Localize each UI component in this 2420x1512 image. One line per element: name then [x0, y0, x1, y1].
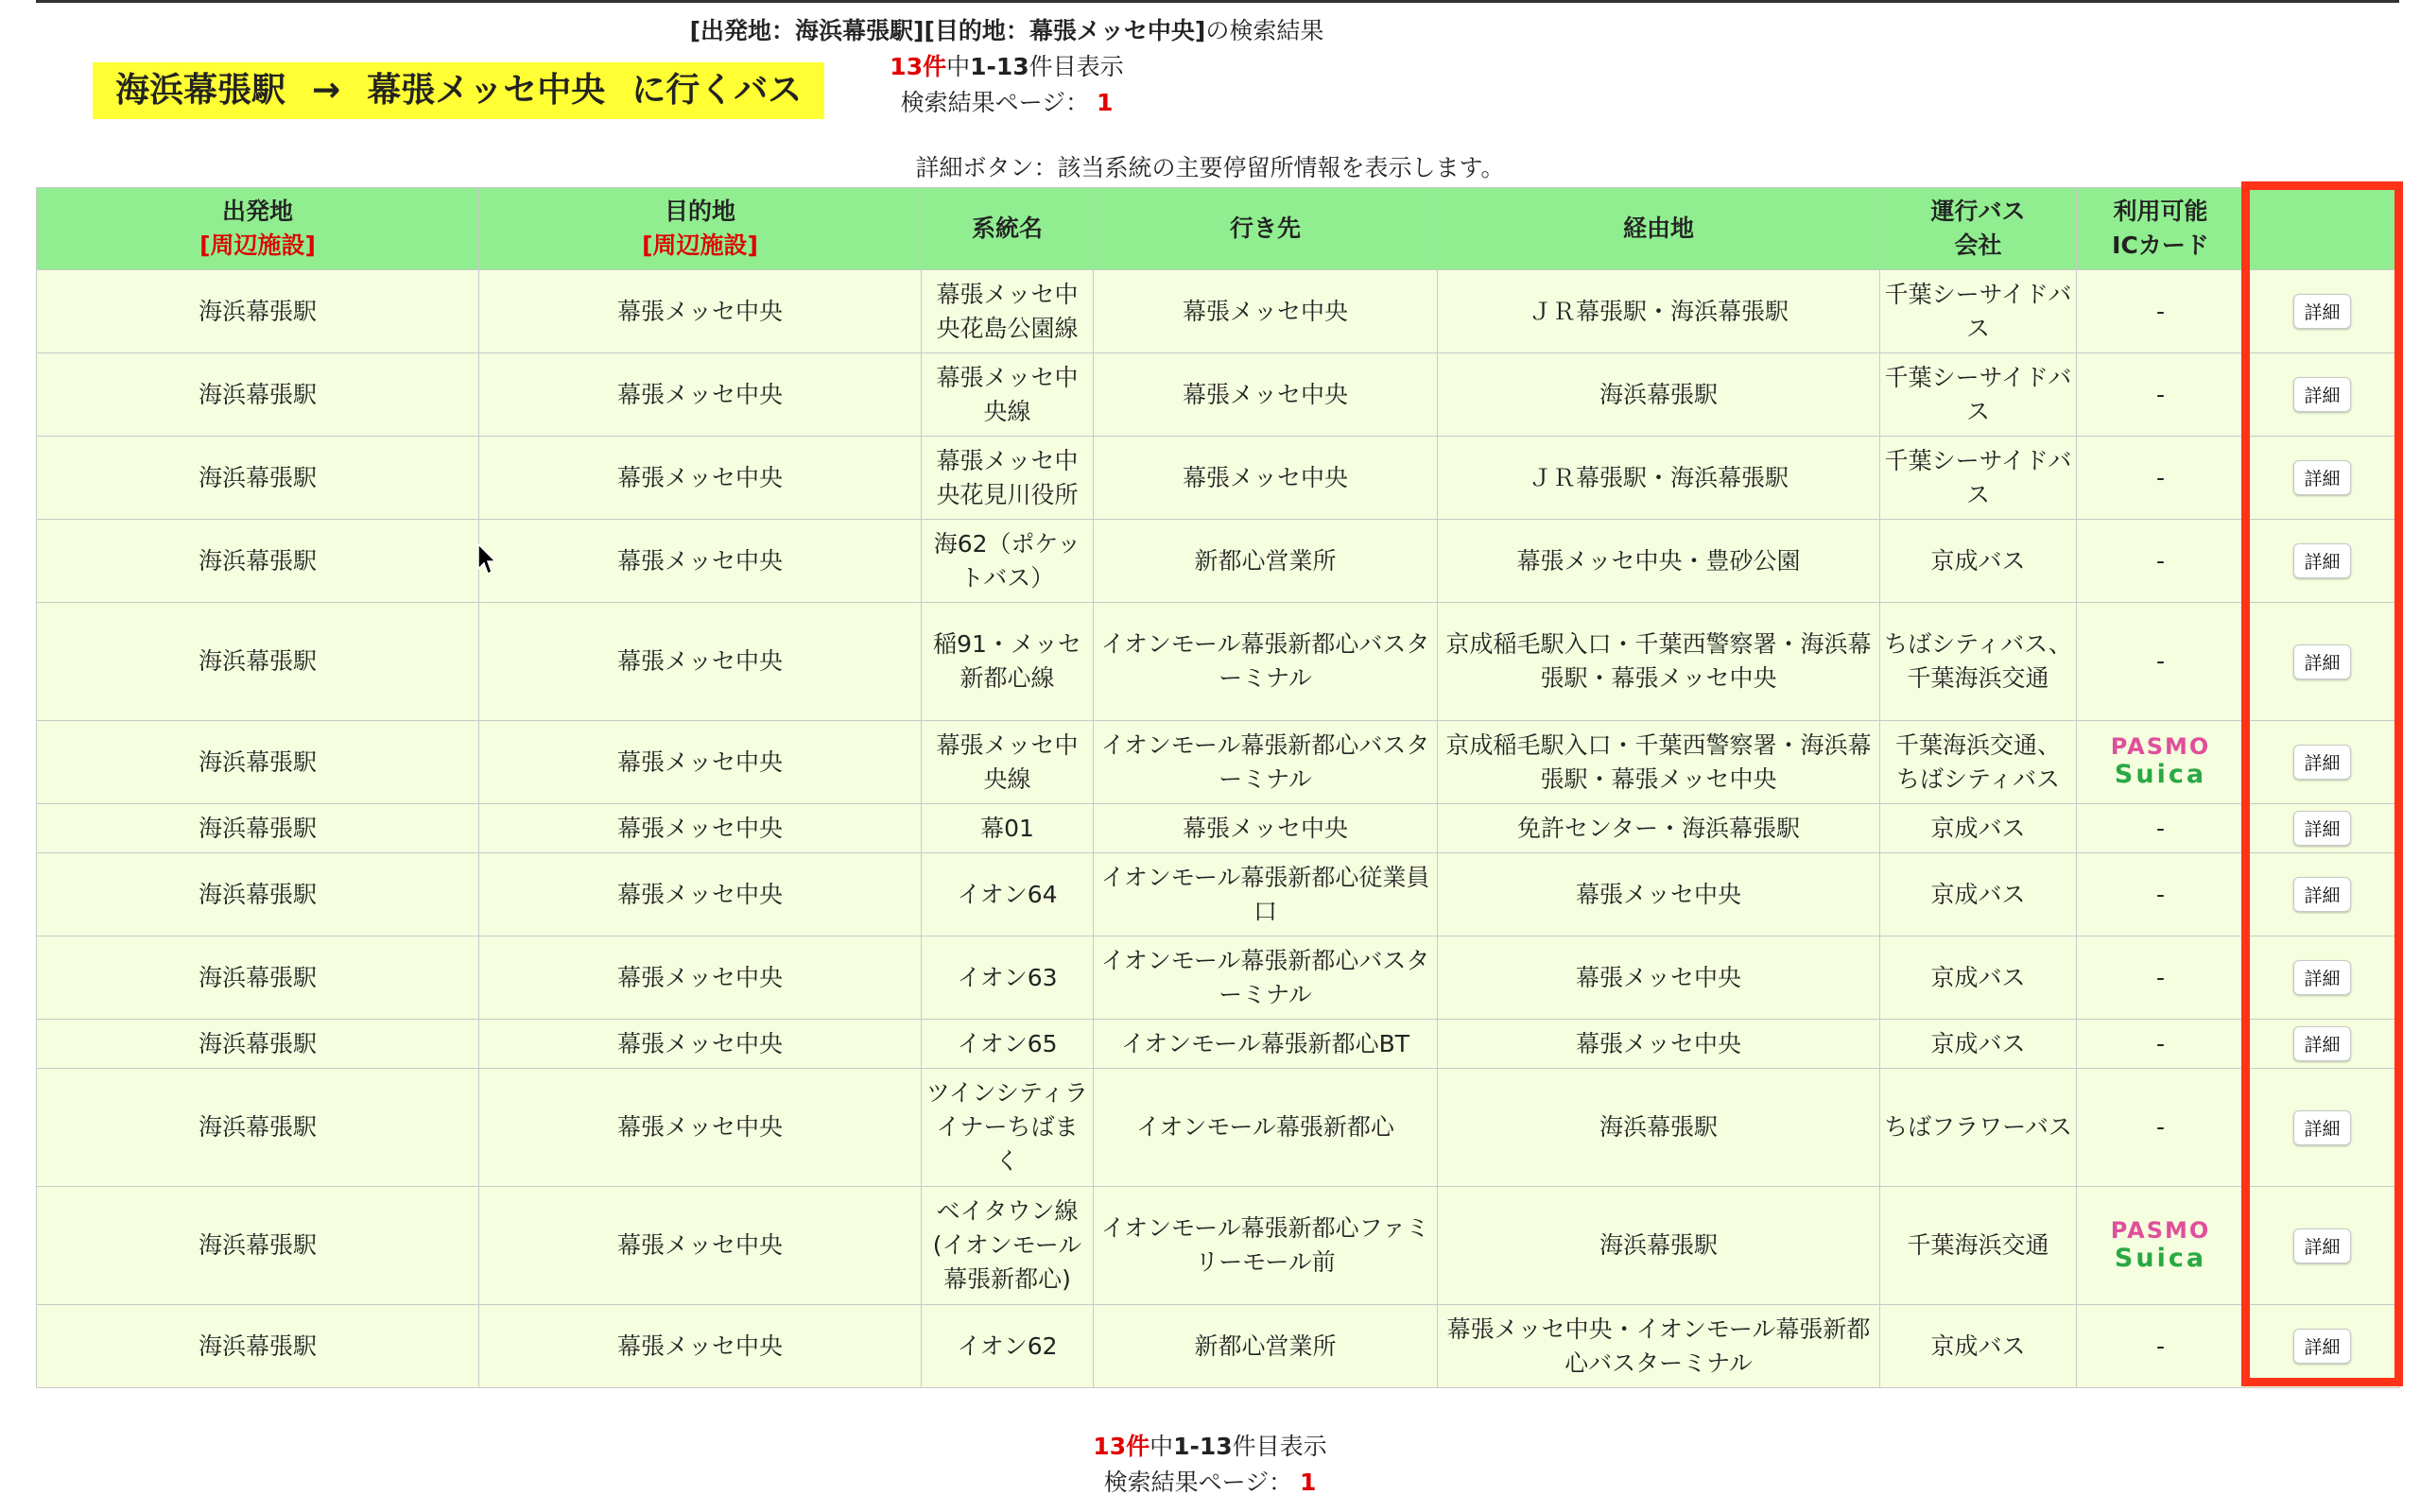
cell-ic-card: - [2077, 936, 2245, 1020]
cell-via: 免許センター・海浜幕張駅 [1438, 804, 1880, 853]
cell-ic-card: - [2077, 270, 2245, 353]
cell-via: ＪＲ幕張駅・海浜幕張駅 [1438, 437, 1880, 520]
cell-line-name: イオン63 [922, 936, 1094, 1020]
cell-origin: 海浜幕張駅 [37, 520, 479, 603]
cell-operator: ちばフラワーバス [1880, 1069, 2077, 1187]
result-range: 1-13 [1173, 1433, 1233, 1460]
cell-origin: 海浜幕張駅 [37, 603, 479, 721]
cell-destination: 幕張メッセ中央 [479, 353, 922, 437]
cell-line-name: イオン62 [922, 1305, 1094, 1388]
cell-line-name: ベイタウン線(イオンモール幕張新都心) [922, 1187, 1094, 1305]
table-row [37, 1305, 2400, 1388]
cell-line-name: 幕張メッセ中央線 [922, 353, 1094, 437]
pasmo-logo-text: PASMO [2110, 733, 2211, 760]
route-destination: 幕張メッセ中央 [367, 71, 606, 110]
cell-origin: 海浜幕張駅 [37, 270, 479, 353]
detail-button[interactable]: 詳細 [2293, 1026, 2350, 1061]
criteria-suffix: の検索結果 [1205, 17, 1324, 44]
cell-origin: 海浜幕張駅 [37, 1305, 479, 1388]
table-row [37, 1069, 2400, 1187]
cell-detail [2245, 853, 2400, 936]
cell-destination: 幕張メッセ中央 [479, 603, 922, 721]
header-operator-2: 会社 [1954, 232, 2002, 259]
result-count-mid: 中 [1150, 1433, 1174, 1460]
cell-bound-for: 幕張メッセ中央 [1094, 804, 1438, 853]
table-row [37, 437, 2400, 520]
cell-detail [2245, 1020, 2400, 1069]
cell-operator: 千葉海浜交通、ちばシティバス [1880, 721, 2077, 804]
cell-via: 海浜幕張駅 [1438, 1069, 1880, 1187]
page-label: 検索結果ページ： [1103, 1469, 1293, 1496]
cell-detail [2245, 270, 2400, 353]
result-count-mid: 中 [946, 53, 971, 80]
detail-button[interactable]: 詳細 [2293, 543, 2350, 578]
search-summary-bottom [0, 1429, 2420, 1501]
table-row [37, 270, 2400, 353]
cell-bound-for: 幕張メッセ中央 [1094, 353, 1438, 437]
cell-destination: 幕張メッセ中央 [479, 1020, 922, 1069]
cell-bound-for: 幕張メッセ中央 [1094, 270, 1438, 353]
cell-detail [2245, 353, 2400, 437]
detail-button[interactable]: 詳細 [2293, 877, 2350, 912]
detail-button[interactable]: 詳細 [2293, 460, 2350, 495]
cell-bound-for: イオンモール幕張新都心従業員口 [1094, 853, 1438, 936]
cell-ic-card: - [2077, 1069, 2245, 1187]
cell-operator: 千葉シーサイドバス [1880, 437, 2077, 520]
cell-via: ＪＲ幕張駅・海浜幕張駅 [1438, 270, 1880, 353]
cell-operator: 京成バス [1880, 520, 2077, 603]
header-operator-1: 運行バス [1930, 198, 2026, 225]
header-bound-for: 行き先 [1094, 188, 1438, 270]
cell-destination: 幕張メッセ中央 [479, 853, 922, 936]
cell-bound-for: 幕張メッセ中央 [1094, 437, 1438, 520]
header-origin-label: 出発地 [221, 198, 293, 225]
detail-button[interactable]: 詳細 [2293, 377, 2350, 412]
cell-origin: 海浜幕張駅 [37, 853, 479, 936]
cell-via: 海浜幕張駅 [1438, 1187, 1880, 1305]
detail-button[interactable]: 詳細 [2293, 811, 2350, 846]
cell-destination: 幕張メッセ中央 [479, 437, 922, 520]
cell-detail [2245, 603, 2400, 721]
cell-via: 幕張メッセ中央 [1438, 853, 1880, 936]
header-ic-2: ICカード [2112, 232, 2209, 259]
table-row [37, 520, 2400, 603]
cell-detail [2245, 1187, 2400, 1305]
cell-line-name: 幕張メッセ中央花見川役所 [922, 437, 1094, 520]
header-origin-facilities: [周辺施設] [199, 232, 316, 259]
cell-ic-card: - [2077, 437, 2245, 520]
header-origin [37, 188, 479, 270]
cell-origin: 海浜幕張駅 [37, 1187, 479, 1305]
result-count-number: 13件 [1093, 1433, 1150, 1460]
suica-logo-text: Suica [2114, 760, 2207, 789]
cell-origin: 海浜幕張駅 [37, 721, 479, 804]
page-link-1[interactable]: 1 [1300, 1469, 1317, 1496]
cell-origin: 海浜幕張駅 [37, 936, 479, 1020]
cell-via: 幕張メッセ中央 [1438, 936, 1880, 1020]
cell-operator: 京成バス [1880, 804, 2077, 853]
header-detail [2245, 188, 2400, 270]
cell-operator: 京成バス [1880, 1305, 2077, 1388]
cell-bound-for: イオンモール幕張新都心 [1094, 1069, 1438, 1187]
pasmo-suica-logo-icon [2111, 1216, 2211, 1273]
table-row [37, 603, 2400, 721]
cell-line-name: イオン64 [922, 853, 1094, 936]
route-suffix: に行くバス [631, 71, 803, 110]
header-ic-card [2077, 188, 2245, 270]
header-destination-label: 目的地 [664, 198, 735, 225]
cell-detail [2245, 936, 2400, 1020]
cell-via: 京成稲毛駅入口・千葉西警察署・海浜幕張駅・幕張メッセ中央 [1438, 721, 1880, 804]
cell-detail [2245, 1069, 2400, 1187]
detail-button[interactable]: 詳細 [2293, 1110, 2350, 1145]
cell-bound-for: イオンモール幕張新都心ファミリーモール前 [1094, 1187, 1438, 1305]
detail-button[interactable]: 詳細 [2293, 1228, 2350, 1263]
cell-via: 幕張メッセ中央・イオンモール幕張新都心バスターミナル [1438, 1305, 1880, 1388]
result-count-bottom [0, 1429, 2420, 1465]
cell-destination: 幕張メッセ中央 [479, 721, 922, 804]
cell-bound-for: イオンモール幕張新都心バスターミナル [1094, 603, 1438, 721]
detail-note: 詳細ボタン：該当系統の主要停留所情報を表示します。 [915, 154, 1505, 181]
cell-destination: 幕張メッセ中央 [479, 270, 922, 353]
cell-via: 海浜幕張駅 [1438, 353, 1880, 437]
cell-operator: 千葉シーサイドバス [1880, 270, 2077, 353]
detail-button[interactable]: 詳細 [2293, 1329, 2350, 1364]
cell-operator: ちばシティバス、千葉海浜交通 [1880, 603, 2077, 721]
route-title [93, 62, 824, 119]
table-row [37, 1020, 2400, 1069]
table-header-row [37, 188, 2400, 270]
mouse-cursor-icon [477, 543, 498, 576]
table-row [37, 1187, 2400, 1305]
search-criteria [0, 13, 2014, 49]
cell-line-name: 幕01 [922, 804, 1094, 853]
cell-origin: 海浜幕張駅 [37, 353, 479, 437]
header-destination-facilities: [周辺施設] [642, 232, 758, 259]
header-destination [479, 188, 922, 270]
cell-bound-for: 新都心営業所 [1094, 1305, 1438, 1388]
cell-operator: 京成バス [1880, 1020, 2077, 1069]
cell-destination: 幕張メッセ中央 [479, 804, 922, 853]
cell-via: 京成稲毛駅入口・千葉西警察署・海浜幕張駅・幕張メッセ中央 [1438, 603, 1880, 721]
cell-ic-card: - [2077, 1020, 2245, 1069]
cell-origin: 海浜幕張駅 [37, 437, 479, 520]
table-row [37, 721, 2400, 804]
criteria-label: [出発地：海浜幕張駅][目的地：幕張メッセ中央] [689, 17, 1206, 44]
cell-origin: 海浜幕張駅 [37, 1020, 479, 1069]
cell-ic-card [2077, 721, 2245, 804]
cell-operator: 千葉シーサイドバス [1880, 353, 2077, 437]
results-table [36, 187, 2400, 1388]
cell-operator: 京成バス [1880, 936, 2077, 1020]
header-line: 系統名 [922, 188, 1094, 270]
result-count-suffix: 件目表示 [1028, 53, 1124, 80]
cell-bound-for: イオンモール幕張新都心バスターミナル [1094, 936, 1438, 1020]
result-count-number: 13件 [890, 53, 947, 80]
cell-ic-card: - [2077, 353, 2245, 437]
page-link-1[interactable]: 1 [1097, 89, 1114, 116]
cell-line-name: ツインシティライナーちばまく [922, 1069, 1094, 1187]
cell-line-name: 幕張メッセ中央線 [922, 721, 1094, 804]
header-ic-1: 利用可能 [2113, 198, 2208, 225]
detail-button[interactable]: 詳細 [2293, 960, 2350, 995]
suica-logo-text: Suica [2114, 1243, 2207, 1273]
cell-destination: 幕張メッセ中央 [479, 1069, 922, 1187]
cell-destination: 幕張メッセ中央 [479, 936, 922, 1020]
result-page-bottom [0, 1465, 2420, 1501]
table-row [37, 853, 2400, 936]
table-row [37, 936, 2400, 1020]
top-divider [36, 0, 2399, 3]
cell-detail [2245, 1305, 2400, 1388]
table-row [37, 353, 2400, 437]
cell-detail [2245, 437, 2400, 520]
result-range: 1-13 [970, 53, 1029, 80]
detail-button[interactable]: 詳細 [2293, 644, 2350, 679]
cell-ic-card [2077, 1187, 2245, 1305]
cell-operator: 千葉海浜交通 [1880, 1187, 2077, 1305]
cell-bound-for: イオンモール幕張新都心バスターミナル [1094, 721, 1438, 804]
cell-detail [2245, 721, 2400, 804]
cell-origin: 海浜幕張駅 [37, 804, 479, 853]
header-operator [1880, 188, 2077, 270]
cell-line-name: 幕張メッセ中央花島公園線 [922, 270, 1094, 353]
cell-ic-card: - [2077, 1305, 2245, 1388]
cell-destination: 幕張メッセ中央 [479, 520, 922, 603]
cell-ic-card: - [2077, 603, 2245, 721]
route-arrow: → [312, 71, 341, 110]
cell-destination: 幕張メッセ中央 [479, 1187, 922, 1305]
pasmo-suica-logo-icon [2111, 732, 2211, 789]
cell-ic-card: - [2077, 853, 2245, 936]
detail-button[interactable]: 詳細 [2293, 745, 2350, 780]
cell-operator: 京成バス [1880, 853, 2077, 936]
pasmo-logo-text: PASMO [2110, 1216, 2211, 1244]
cell-line-name: 稲91・メッセ新都心線 [922, 603, 1094, 721]
cell-destination: 幕張メッセ中央 [479, 1305, 922, 1388]
cell-ic-card: - [2077, 804, 2245, 853]
cell-detail [2245, 520, 2400, 603]
cell-bound-for: イオンモール幕張新都心BT [1094, 1020, 1438, 1069]
detail-button[interactable]: 詳細 [2293, 294, 2350, 329]
cell-bound-for: 新都心営業所 [1094, 520, 1438, 603]
cell-line-name: 海62（ポケットバス） [922, 520, 1094, 603]
result-count-suffix: 件目表示 [1232, 1433, 1327, 1460]
cell-detail [2245, 804, 2400, 853]
header-via: 経由地 [1438, 188, 1880, 270]
cell-ic-card: - [2077, 520, 2245, 603]
route-origin: 海浜幕張駅 [115, 71, 286, 110]
table-row [37, 804, 2400, 853]
cell-via: 幕張メッセ中央・豊砂公園 [1438, 520, 1880, 603]
cell-via: 幕張メッセ中央 [1438, 1020, 1880, 1069]
page-label: 検索結果ページ： [900, 89, 1090, 116]
cell-origin: 海浜幕張駅 [37, 1069, 479, 1187]
cell-line-name: イオン65 [922, 1020, 1094, 1069]
